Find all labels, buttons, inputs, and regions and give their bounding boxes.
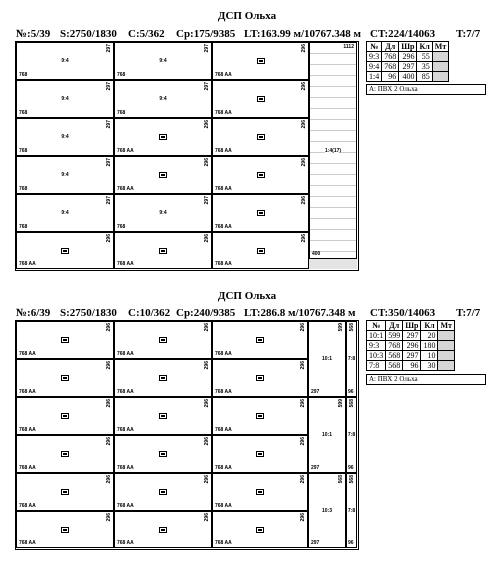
part-width: 296	[106, 475, 112, 484]
part-length: 768	[19, 148, 28, 154]
part-cell	[212, 511, 308, 548]
part-cell	[114, 473, 212, 511]
col-header: Мт	[432, 42, 448, 52]
edge-band-icon	[159, 413, 167, 419]
part-length: 768 AA	[19, 389, 36, 395]
part-cell	[114, 359, 212, 397]
part-cell	[212, 80, 309, 118]
edge-band-icon	[159, 489, 167, 495]
part-width: 296	[300, 475, 306, 484]
part-cell-7-8	[346, 473, 357, 548]
part-width: 296	[300, 513, 306, 522]
col-header: Кл	[417, 42, 432, 52]
part-cell	[212, 473, 308, 511]
part-length: 768 AA	[215, 351, 232, 357]
part-width: 296	[204, 120, 210, 129]
part-length: 768 AA	[19, 465, 36, 471]
part-width: 296	[204, 361, 210, 370]
part-cell	[16, 397, 114, 435]
table-cell: 599	[386, 331, 403, 341]
part-cell	[212, 118, 309, 156]
sheet-cuts: C:10/362	[128, 307, 171, 319]
part-label: 9:4	[159, 58, 167, 64]
table-row	[367, 341, 455, 351]
table-row	[367, 52, 449, 62]
part-width: 296	[204, 234, 210, 243]
part-length: 768 AA	[117, 148, 134, 154]
table-row	[367, 72, 449, 82]
edge-band-icon	[257, 134, 265, 140]
sheet-lt: LT:163.99 м/10767.348 м	[244, 28, 362, 40]
part-width: 296	[106, 361, 112, 370]
col-header: Шр	[403, 321, 421, 331]
part-cell	[114, 194, 212, 232]
part-width: 297	[204, 196, 210, 205]
part-width: 296	[106, 234, 112, 243]
table-cell: 30	[421, 361, 438, 371]
waste-area	[309, 259, 357, 269]
part-width: 297	[106, 44, 112, 53]
edge-band-icon	[159, 134, 167, 140]
part-label: 9:4	[61, 96, 69, 102]
edge-band-icon	[256, 489, 264, 495]
part-cell	[16, 232, 114, 269]
table-cell: 9:4	[367, 62, 382, 72]
part-length: 96	[348, 389, 354, 395]
edge-band-icon	[61, 337, 69, 343]
edge-band-icon	[256, 375, 264, 381]
part-cell	[114, 321, 212, 359]
edge-band-icon	[61, 375, 69, 381]
parts-table-2	[366, 320, 455, 371]
col-header: Кл	[421, 321, 438, 331]
part-label: 9:4	[61, 172, 69, 178]
table-cell	[432, 52, 448, 62]
sheet-lt: LT:286.8 м/10767.348 м	[244, 307, 356, 319]
edge-band-icon	[61, 489, 69, 495]
part-width: 296	[301, 196, 307, 205]
table-cell: 1:4	[367, 72, 382, 82]
strip-bottom-value: 400	[312, 251, 321, 257]
table-cell: 96	[382, 72, 399, 82]
sheet-number: №:5/39	[16, 28, 51, 40]
edge-band-icon	[256, 451, 264, 457]
part-length: 768 AA	[215, 261, 232, 267]
sheet-cuts: C:5/362	[128, 28, 165, 40]
edge-band-icon	[61, 413, 69, 419]
table-cell: 768	[382, 62, 399, 72]
material-note: А: ПВХ 2 Ольха	[366, 374, 486, 385]
part-length: 768 AA	[215, 427, 232, 433]
sheet-ct: CT:350/14063	[370, 307, 436, 319]
part-width: 599	[338, 399, 344, 408]
table-cell: 297	[403, 351, 421, 361]
sheet-number: №:6/39	[16, 307, 51, 319]
edge-band-icon	[61, 248, 69, 254]
part-length: 768 AA	[19, 351, 36, 357]
edge-band-icon	[159, 375, 167, 381]
table-cell: 568	[386, 361, 403, 371]
part-cell-7-8	[346, 321, 357, 397]
table-cell: 20	[421, 331, 438, 341]
col-header: Дл	[386, 321, 403, 331]
part-width: 297	[106, 158, 112, 167]
part-length: 768 AA	[19, 540, 36, 546]
part-label: 7:8	[347, 507, 356, 514]
part-cell	[114, 435, 212, 473]
part-cell	[16, 435, 114, 473]
part-cell	[212, 194, 309, 232]
col-header: №	[367, 321, 386, 331]
edge-band-icon	[256, 337, 264, 343]
sheet-area: S:2750/1830	[60, 307, 117, 319]
strip-label: 1:4(17)	[324, 147, 342, 154]
part-width: 296	[301, 234, 307, 243]
part-cell	[212, 42, 309, 80]
edge-band-icon	[159, 451, 167, 457]
table-cell: 55	[417, 52, 432, 62]
part-width: 568	[349, 475, 355, 484]
strip-parts	[309, 42, 357, 259]
part-width: 297	[106, 196, 112, 205]
table-cell: 296	[403, 341, 421, 351]
part-length: 768	[117, 224, 126, 230]
part-width: 296	[301, 120, 307, 129]
edge-band-icon	[256, 413, 264, 419]
part-width: 296	[106, 437, 112, 446]
table-row	[367, 62, 449, 72]
part-cell-10-1	[308, 397, 346, 473]
sheet-area: S:2750/1830	[60, 28, 117, 40]
sheet-cp: Cp:240/9385	[176, 307, 236, 319]
part-width: 296	[204, 475, 210, 484]
part-length: 768 AA	[215, 465, 232, 471]
edge-band-icon	[159, 172, 167, 178]
part-length: 768 AA	[117, 540, 134, 546]
part-cell	[212, 232, 309, 269]
part-cell	[16, 473, 114, 511]
cutting-board-2	[15, 320, 359, 550]
part-length: 768	[117, 72, 126, 78]
table-cell: 35	[417, 62, 432, 72]
table-cell: 85	[417, 72, 432, 82]
part-cell	[16, 359, 114, 397]
part-width: 296	[300, 323, 306, 332]
part-length: 297	[311, 389, 320, 395]
part-width: 296	[204, 323, 210, 332]
part-width: 296	[301, 82, 307, 91]
edge-band-icon	[159, 527, 167, 533]
part-length: 768 AA	[215, 503, 232, 509]
part-cell	[16, 321, 114, 359]
table-cell: 297	[403, 331, 421, 341]
part-length: 768 AA	[215, 148, 232, 154]
part-length: 768 AA	[215, 110, 232, 116]
col-header: Мт	[438, 321, 454, 331]
part-cell-10-1	[308, 321, 346, 397]
part-cell	[212, 156, 309, 194]
table-cell: 568	[386, 351, 403, 361]
part-length: 96	[348, 465, 354, 471]
part-cell	[212, 435, 308, 473]
table-cell: 9:3	[367, 52, 382, 62]
part-length: 768 AA	[215, 389, 232, 395]
part-width: 297	[106, 120, 112, 129]
part-length: 768 AA	[117, 427, 134, 433]
part-label: 9:4	[159, 210, 167, 216]
sheet-ct: CT:224/14063	[370, 28, 436, 40]
table-cell	[432, 72, 448, 82]
part-cell	[16, 42, 114, 80]
part-cell	[114, 118, 212, 156]
part-length: 768 AA	[19, 427, 36, 433]
part-label: 9:4	[61, 210, 69, 216]
cutting-board-1	[15, 41, 359, 271]
part-length: 768 AA	[117, 351, 134, 357]
part-length: 768 AA	[117, 465, 134, 471]
part-width: 296	[300, 399, 306, 408]
part-cell-7-8	[346, 397, 357, 473]
part-cell	[114, 156, 212, 194]
material-note: А: ПВХ 2 Ольха	[366, 84, 486, 95]
part-length: 768 AA	[215, 540, 232, 546]
part-cell	[114, 42, 212, 80]
table-cell: 297	[399, 62, 417, 72]
part-length: 768	[19, 72, 28, 78]
edge-band-icon	[257, 172, 265, 178]
table-header-row	[367, 42, 449, 52]
edge-band-icon	[256, 527, 264, 533]
part-width: 296	[300, 361, 306, 370]
table-cell	[438, 341, 454, 351]
part-width: 296	[301, 44, 307, 53]
part-label: 7:8	[347, 356, 356, 362]
part-cell	[16, 194, 114, 232]
table-cell: 180	[421, 341, 438, 351]
part-width: 296	[301, 158, 307, 167]
part-length: 768	[117, 110, 126, 116]
edge-band-icon	[257, 210, 265, 216]
part-length: 96	[348, 540, 354, 546]
part-length: 297	[311, 465, 320, 471]
table-cell: 10:3	[367, 351, 386, 361]
part-label: 9:4	[61, 134, 69, 140]
part-cell	[212, 359, 308, 397]
parts-table-1	[366, 41, 449, 82]
edge-band-icon	[257, 96, 265, 102]
edge-band-icon	[257, 248, 265, 254]
table-cell: 768	[382, 52, 399, 62]
table-cell: 768	[386, 341, 403, 351]
part-length: 768 AA	[215, 224, 232, 230]
part-label: 10:1	[321, 432, 333, 438]
part-length: 297	[311, 540, 320, 546]
edge-band-icon	[159, 337, 167, 343]
table-cell	[438, 351, 454, 361]
sheet-t: T:7/7	[456, 28, 481, 40]
part-cell	[114, 232, 212, 269]
edge-band-icon	[257, 58, 265, 64]
part-width: 297	[204, 82, 210, 91]
table-cell: 400	[399, 72, 417, 82]
part-length: 768	[19, 110, 28, 116]
part-width: 296	[204, 158, 210, 167]
part-width: 297	[204, 44, 210, 53]
part-label: 9:4	[159, 96, 167, 102]
part-cell	[16, 156, 114, 194]
part-label: 7:8	[347, 432, 356, 438]
table-cell: 7:8	[367, 361, 386, 371]
part-length: 768	[19, 186, 28, 192]
table-cell	[438, 361, 454, 371]
part-length: 768 AA	[117, 389, 134, 395]
part-width: 296	[106, 399, 112, 408]
edge-band-icon	[61, 451, 69, 457]
part-width: 599	[338, 323, 344, 332]
part-width: 568	[349, 399, 355, 408]
strip-top-value: 1112	[343, 44, 354, 50]
table-row	[367, 361, 455, 371]
part-label: 9:4	[61, 58, 69, 64]
table-row	[367, 351, 455, 361]
part-label: 10:3	[321, 507, 333, 514]
part-width: 296	[204, 399, 210, 408]
table-cell: 96	[403, 361, 421, 371]
sheet-1-title: ДСП Ольха	[217, 10, 277, 22]
part-length: 768	[19, 224, 28, 230]
part-cell	[16, 80, 114, 118]
part-length: 768 AA	[117, 503, 134, 509]
col-header: Шр	[399, 42, 417, 52]
col-header: №	[367, 42, 382, 52]
table-header-row	[367, 321, 455, 331]
part-cell	[114, 80, 212, 118]
part-width: 296	[204, 513, 210, 522]
part-length: 768 AA	[215, 186, 232, 192]
part-length: 768 AA	[117, 186, 134, 192]
table-cell: 9:3	[367, 341, 386, 351]
table-row	[367, 331, 455, 341]
part-cell	[114, 397, 212, 435]
part-length: 768 AA	[19, 261, 36, 267]
part-width: 296	[300, 437, 306, 446]
part-width: 568	[338, 475, 344, 484]
sheet-cp: Cp:175/9385	[176, 28, 236, 40]
part-cell	[16, 118, 114, 156]
table-cell: 10	[421, 351, 438, 361]
table-cell	[432, 62, 448, 72]
sheet-t: T:7/7	[456, 307, 481, 319]
part-length: 768 AA	[19, 503, 36, 509]
part-cell	[212, 397, 308, 435]
part-width: 568	[349, 323, 355, 332]
part-length: 768 AA	[215, 72, 232, 78]
part-width: 297	[106, 82, 112, 91]
part-width: 296	[106, 323, 112, 332]
part-cell	[16, 511, 114, 548]
edge-band-icon	[159, 248, 167, 254]
table-cell: 296	[399, 52, 417, 62]
part-width: 296	[204, 437, 210, 446]
table-cell: 10:1	[367, 331, 386, 341]
part-label: 10:1	[321, 356, 333, 362]
part-cell	[114, 511, 212, 548]
edge-band-icon	[61, 527, 69, 533]
part-cell	[212, 321, 308, 359]
sheet-2-title: ДСП Ольха	[217, 290, 277, 302]
part-length: 768 AA	[117, 261, 134, 267]
table-cell	[438, 331, 454, 341]
part-cell-10-3	[308, 473, 346, 548]
col-header: Дл	[382, 42, 399, 52]
part-width: 296	[106, 513, 112, 522]
